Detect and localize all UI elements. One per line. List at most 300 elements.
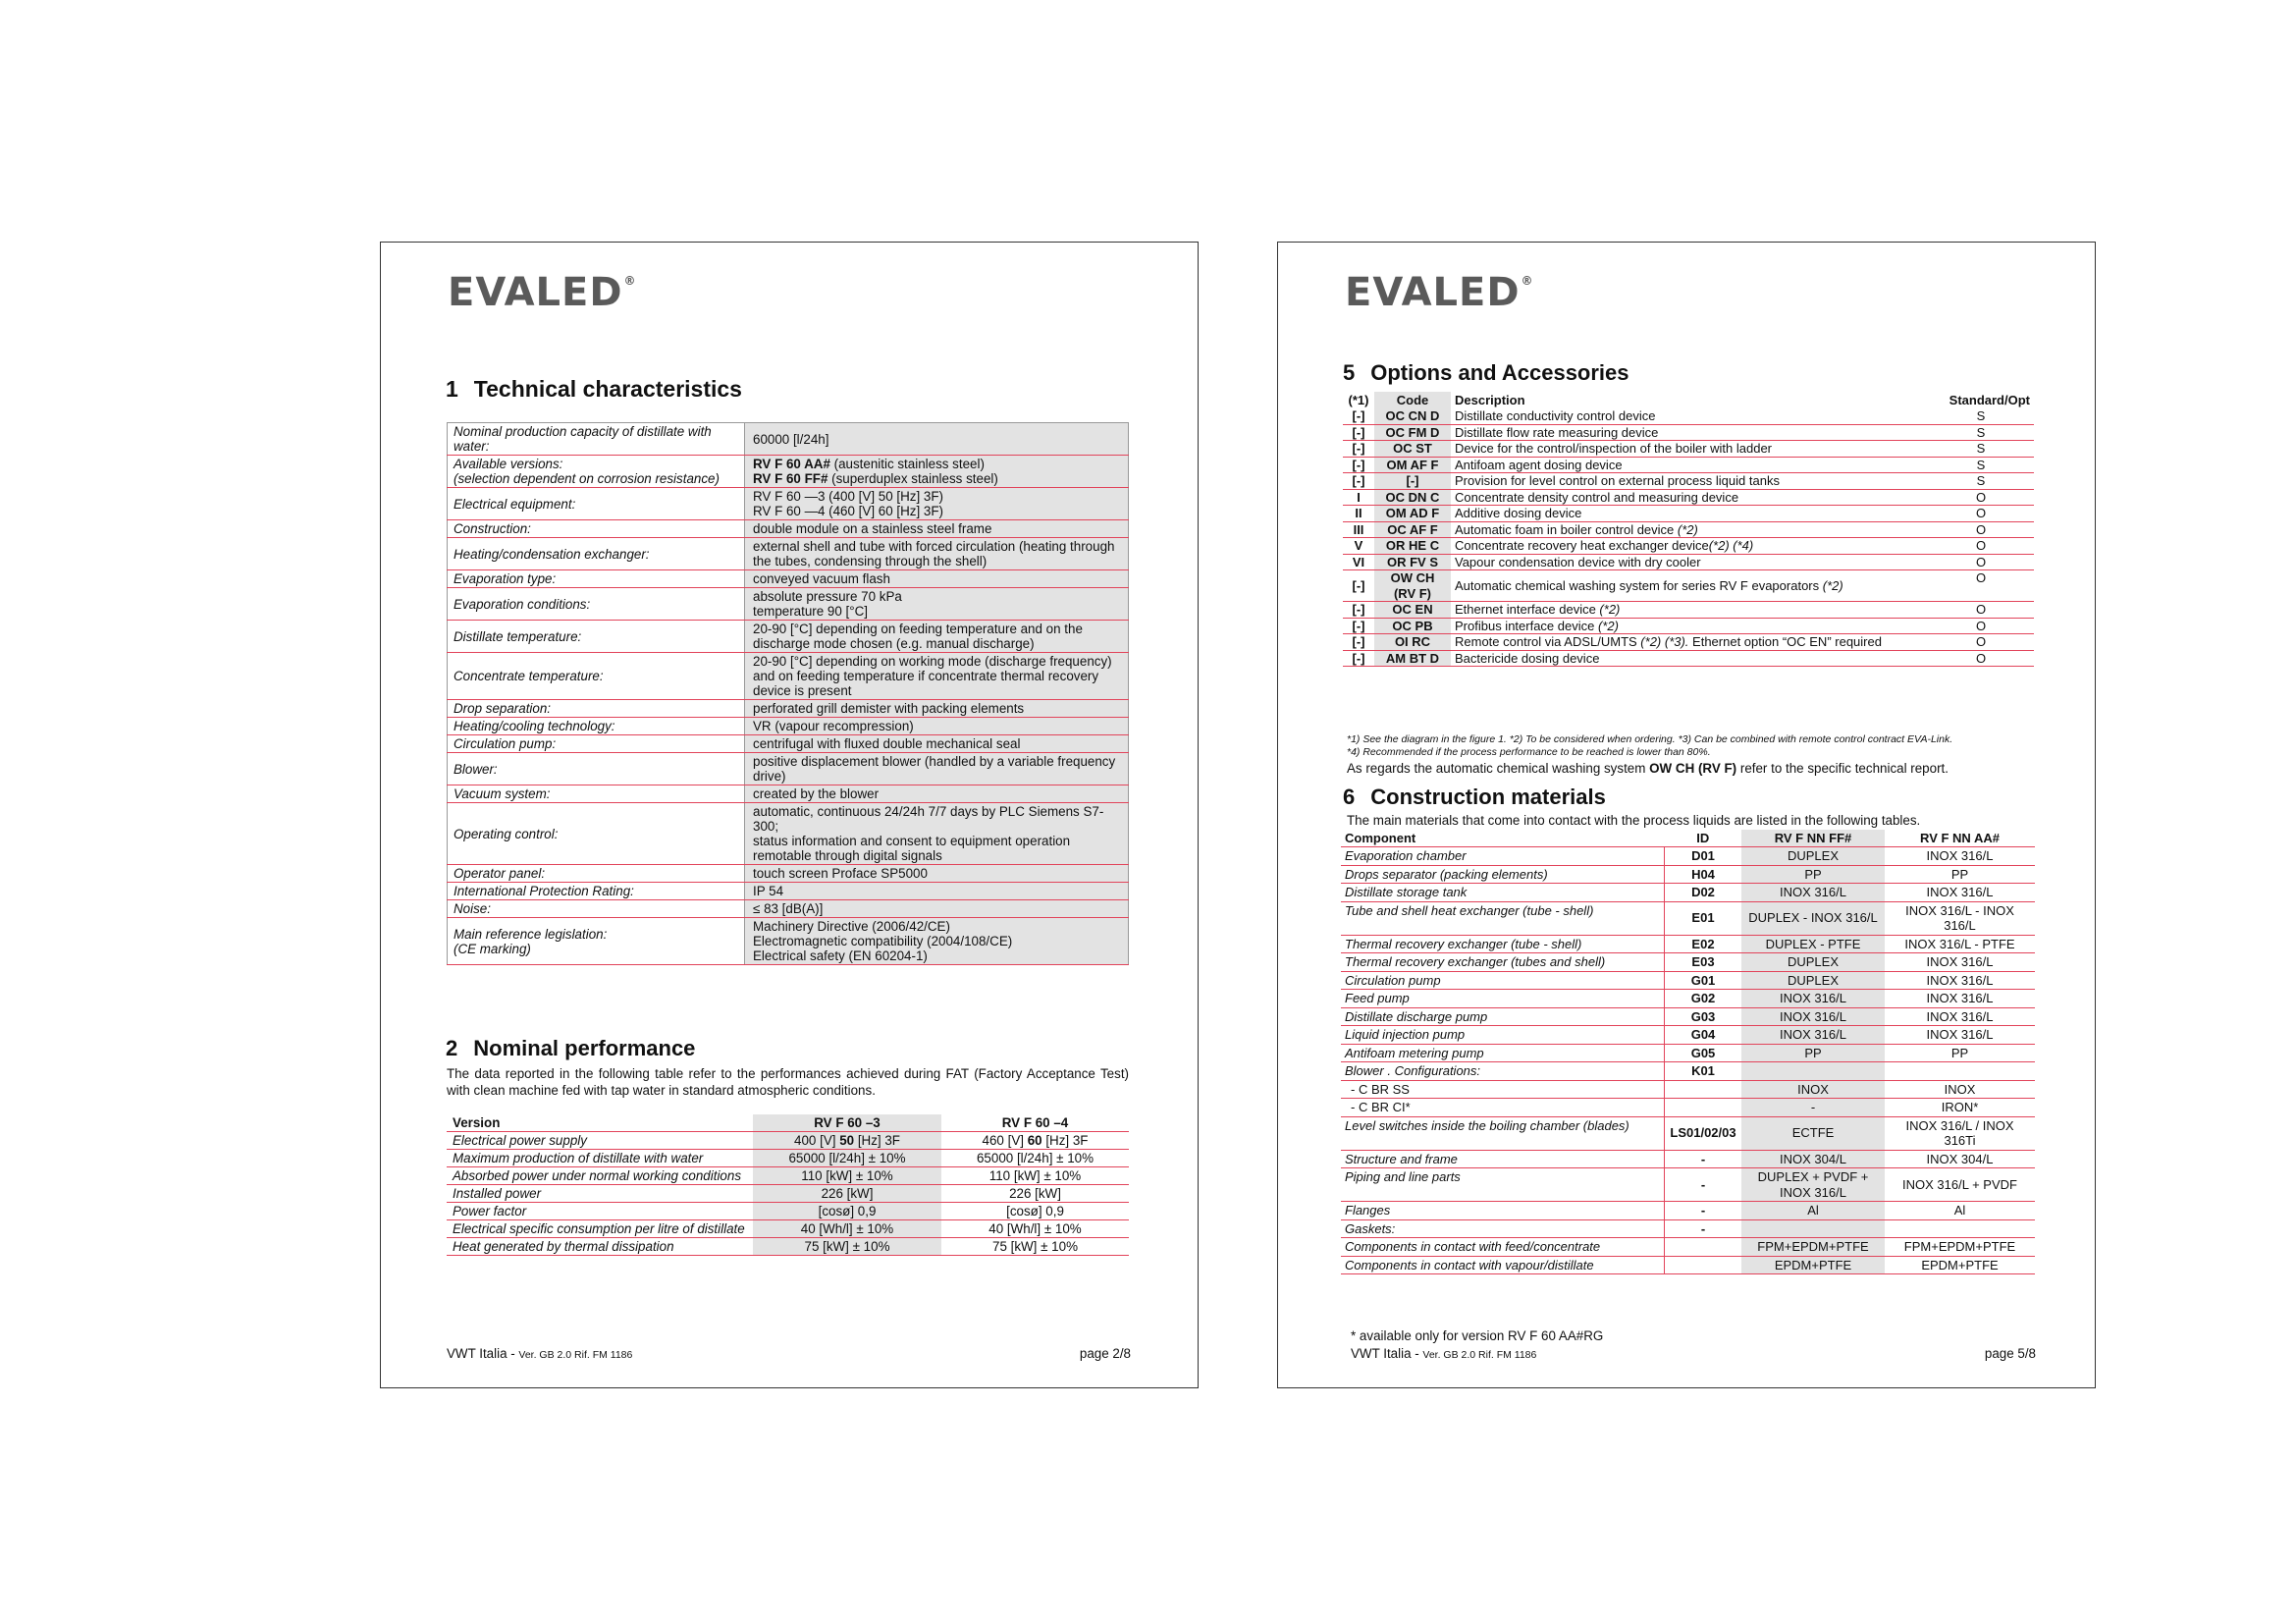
material-ff: DUPLEX + PVDF + INOX 316/L: [1741, 1168, 1885, 1202]
option-standard: S: [1928, 473, 2034, 490]
version-aa-desc: (austenitic stainless steel): [829, 457, 985, 471]
material-aa: FPM+EPDM+PTFE: [1885, 1238, 2035, 1257]
material-aa: INOX 316/L: [1885, 884, 2035, 902]
option-description: [1451, 554, 1928, 570]
option-description: [1451, 489, 1928, 506]
material-row: [1341, 1044, 2035, 1062]
material-row: [1341, 1238, 2035, 1257]
tech-row: [448, 753, 1129, 785]
tech-label: Drop separation:: [448, 700, 745, 718]
perf-row: [447, 1150, 1129, 1167]
material-row: [1341, 1150, 2035, 1168]
evaled-logo: EVALED®: [1345, 270, 1534, 315]
tech-row: [448, 621, 1129, 653]
option-row: [1343, 441, 2034, 458]
material-id: -: [1665, 1168, 1742, 1202]
material-component: Antifoam metering pump: [1341, 1044, 1665, 1062]
material-id: E03: [1665, 953, 1742, 972]
tech-row: [448, 488, 1129, 520]
option-row: [1343, 489, 2034, 506]
material-aa: INOX 316/L: [1885, 953, 2035, 972]
tech-label: Available versions: (selection dependent on corrosion resistance): [448, 456, 745, 488]
tech-label: Evaporation type:: [448, 570, 745, 588]
perf-row: [447, 1132, 1129, 1150]
section-title-options: 5 Options and Accessories: [1343, 360, 1629, 385]
material-aa: INOX 316/L - PTFE: [1885, 935, 2035, 953]
material-component: Components in contact with feed/concentrate: [1341, 1238, 1665, 1257]
tech-value: IP 54: [745, 883, 1129, 900]
tech-value: created by the blower: [745, 785, 1129, 803]
footer-left: VWT Italia - Ver. GB 2.0 Rif. FM 1186: [447, 1346, 633, 1361]
material-aa: INOX 316/L + PVDF: [1885, 1168, 2035, 1202]
perf-value-v3: 65000 [l/24h] ± 10%: [753, 1150, 941, 1167]
tech-value: ≤ 83 [dB(A)]: [745, 900, 1129, 918]
option-description-text: Vapour condensation device with dry cooler: [1455, 554, 1701, 569]
material-aa: INOX 304/L: [1885, 1150, 2035, 1168]
tech-label: Blower:: [448, 753, 745, 785]
perf-label: Installed power: [447, 1185, 753, 1203]
material-ff: INOX 316/L: [1741, 1007, 1885, 1026]
tech-value: automatic, continuous 24/24h 7/7 days by PLC Siemens S7-300; status information and consent to equipment operation remotable through digital signals: [745, 803, 1129, 865]
tech-value: perforated grill demister with packing elements: [745, 700, 1129, 718]
option-description-text: Distillate flow rate measuring device: [1455, 424, 1659, 440]
option-description: [1451, 538, 1928, 555]
perf-value-v3: [753, 1132, 941, 1150]
material-row: [1341, 1062, 2035, 1081]
tech-row: [448, 588, 1129, 621]
option-standard: O: [1928, 506, 2034, 522]
footer-left: VWT Italia - Ver. GB 2.0 Rif. FM 1186: [1351, 1346, 1537, 1361]
tech-value: conveyed vacuum flash: [745, 570, 1129, 588]
tech-row: [448, 520, 1129, 538]
tech-row: [448, 883, 1129, 900]
opt-header-standard: Standard/Opt: [1949, 393, 2030, 407]
perf-header-v4: RV F 60 –4: [941, 1114, 1129, 1132]
tech-row: [448, 700, 1129, 718]
option-row: [1343, 634, 2034, 651]
material-row: [1341, 1007, 2035, 1026]
phase: [Hz] 3F: [1041, 1133, 1089, 1148]
evaled-logo: EVALED®: [448, 270, 637, 315]
option-standard: O: [1928, 634, 2034, 651]
material-ff: -: [1741, 1099, 1885, 1117]
material-ff: INOX 316/L: [1741, 884, 1885, 902]
material-id: G05: [1665, 1044, 1742, 1062]
material-aa: Al: [1885, 1202, 2035, 1220]
option-description: [1451, 650, 1928, 667]
option-standard: S: [1928, 408, 2034, 424]
perf-value-v3: 110 [kW] ± 10%: [753, 1167, 941, 1185]
option-ref: [-]: [1343, 473, 1374, 490]
material-id: -: [1665, 1202, 1742, 1220]
phase: [Hz] 3F: [854, 1133, 900, 1148]
option-code: OC ST: [1374, 441, 1451, 458]
tech-row: [448, 865, 1129, 883]
tech-value: Machinery Directive (2006/42/CE) Electromagnetic compatibility (2004/108/CE) Electrical safety (EN 60204-1): [745, 918, 1129, 965]
performance-intro: The data reported in the following table refer to the performances achieved during FAT (Factory Acceptance Test) with clean machine fed with tap water in standard atmospheric conditions.: [447, 1066, 1129, 1098]
tech-row: [448, 718, 1129, 735]
option-row: [1343, 650, 2034, 667]
option-standard: O: [1928, 554, 2034, 570]
material-id: LS01/02/03: [1665, 1116, 1742, 1150]
perf-value-v3: 226 [kW]: [753, 1185, 941, 1203]
material-component: Liquid injection pump: [1341, 1026, 1665, 1045]
perf-row: [447, 1238, 1129, 1256]
material-aa: INOX 316/L: [1885, 1026, 2035, 1045]
material-aa: INOX: [1885, 1080, 2035, 1099]
option-row: [1343, 408, 2034, 424]
material-ff: [1741, 1219, 1885, 1238]
material-component: Level switches inside the boiling chamber (blades): [1341, 1116, 1665, 1150]
opt-header-description: Description: [1455, 393, 1525, 407]
version-ff: RV F 60 FF#: [753, 471, 828, 486]
material-row: [1341, 953, 2035, 972]
footer-page-number: page 2/8: [1079, 1346, 1131, 1361]
option-row: [1343, 538, 2034, 555]
material-row: [1341, 847, 2035, 866]
material-ff: DUPLEX - INOX 316/L: [1741, 901, 1885, 935]
material-row: [1341, 1219, 2035, 1238]
frequency: 50: [839, 1133, 855, 1148]
material-aa: [1885, 1062, 2035, 1081]
option-description: [1451, 570, 1928, 602]
tech-label: Nominal production capacity of distillate with water:: [448, 423, 745, 456]
option-description-text: Device for the control/inspection of the boiler with ladder: [1455, 441, 1773, 456]
version-ff-desc: (superduplex stainless steel): [828, 471, 998, 486]
material-row: [1341, 1256, 2035, 1274]
tech-value: 60000 [l/24h]: [745, 423, 1129, 456]
tech-value: 20-90 [°C] depending on working mode (discharge frequency) and on feeding temperature if concentrate thermal recovery device is present: [745, 653, 1129, 700]
option-description-text: Distillate conductivity control device: [1455, 408, 1656, 423]
perf-header-v3: RV F 60 –3: [753, 1114, 941, 1132]
perf-value-v4: 75 [kW] ± 10%: [941, 1238, 1129, 1256]
material-id: G01: [1665, 971, 1742, 990]
option-row: [1343, 506, 2034, 522]
option-ref: [-]: [1343, 424, 1374, 441]
option-row: [1343, 602, 2034, 619]
material-component: Piping and line parts: [1341, 1168, 1665, 1202]
material-aa: INOX 316/L: [1885, 1007, 2035, 1026]
option-standard: O: [1928, 570, 2034, 602]
construction-materials-table: [1341, 830, 2035, 1274]
tech-value: external shell and tube with forced circulation (heating through the tubes, condensing through the shell): [745, 538, 1129, 570]
perf-value-v4: 110 [kW] ± 10%: [941, 1167, 1129, 1185]
material-ff: EPDM+PTFE: [1741, 1256, 1885, 1274]
material-id: D02: [1665, 884, 1742, 902]
perf-row: [447, 1220, 1129, 1238]
option-description-text: Profibus interface device: [1455, 618, 1595, 633]
material-component: - C BR CI*: [1341, 1099, 1665, 1117]
option-standard: O: [1928, 521, 2034, 538]
materials-footnote: * available only for version RV F 60 AA#RG: [1351, 1328, 1604, 1343]
perf-row: [447, 1167, 1129, 1185]
option-standard: O: [1928, 650, 2034, 667]
option-row: [1343, 570, 2034, 602]
material-component: Circulation pump: [1341, 971, 1665, 990]
option-description-text: Remote control via ADSL/UMTS: [1455, 634, 1637, 649]
tech-label: Operating control:: [448, 803, 745, 865]
option-code: OM AD F: [1374, 506, 1451, 522]
perf-value-v4: 65000 [l/24h] ± 10%: [941, 1150, 1129, 1167]
mat-header-component: Component: [1341, 830, 1665, 847]
tech-row: [448, 653, 1129, 700]
option-ref: I: [1343, 489, 1374, 506]
options-accessories-table: [1343, 392, 2034, 667]
option-row: [1343, 473, 2034, 490]
option-code: OR HE C: [1374, 538, 1451, 555]
material-component: Distillate discharge pump: [1341, 1007, 1665, 1026]
option-standard: S: [1928, 441, 2034, 458]
version-aa: RV F 60 AA#: [753, 457, 830, 471]
frequency: 60: [1027, 1133, 1042, 1148]
perf-value-v3: 75 [kW] ± 10%: [753, 1238, 941, 1256]
material-row: [1341, 1202, 2035, 1220]
material-row: [1341, 884, 2035, 902]
material-id: D01: [1665, 847, 1742, 866]
option-row: [1343, 618, 2034, 634]
perf-row: [447, 1203, 1129, 1220]
material-row: [1341, 935, 2035, 953]
option-description: [1451, 634, 1928, 651]
section-title-technical-characteristics: 1 Technical characteristics: [446, 376, 742, 402]
material-ff: INOX: [1741, 1080, 1885, 1099]
material-row: [1341, 971, 2035, 990]
tech-row: [448, 918, 1129, 965]
material-aa: INOX 316/L: [1885, 971, 2035, 990]
material-id: [1665, 1080, 1742, 1099]
material-aa: EPDM+PTFE: [1885, 1256, 2035, 1274]
option-code: OR FV S: [1374, 554, 1451, 570]
material-id: G04: [1665, 1026, 1742, 1045]
option-row: [1343, 424, 2034, 441]
option-description-text: Automatic foam in boiler control device: [1455, 521, 1675, 537]
material-row: [1341, 1026, 2035, 1045]
material-row: [1341, 1080, 2035, 1099]
perf-label: Maximum production of distillate with water: [447, 1150, 753, 1167]
option-code: OC PB: [1374, 618, 1451, 634]
option-code: OC EN: [1374, 602, 1451, 619]
tech-label: Evaporation conditions:: [448, 588, 745, 621]
perf-value-v4: [cosø] 0,9: [941, 1203, 1129, 1220]
material-id: [1665, 1238, 1742, 1257]
tech-value: centrifugal with fluxed double mechanical seal: [745, 735, 1129, 753]
tech-row: [448, 538, 1129, 570]
option-description: [1451, 602, 1928, 619]
option-description-text: Concentrate density control and measuring device: [1455, 489, 1739, 505]
tech-value: RV F 60 —3 (400 [V] 50 [Hz] 3F) RV F 60 —4 (460 [V] 60 [Hz] 3F): [745, 488, 1129, 520]
option-ref: [-]: [1343, 457, 1374, 473]
tech-value: touch screen Proface SP5000: [745, 865, 1129, 883]
mat-header-id: ID: [1665, 830, 1742, 847]
material-ff: INOX 316/L: [1741, 990, 1885, 1008]
option-ref: [-]: [1343, 408, 1374, 424]
material-component: Thermal recovery exchanger (tubes and shell): [1341, 953, 1665, 972]
section-title-construction-materials: 6 Construction materials: [1343, 785, 1606, 809]
material-aa: INOX 316/L / INOX 316Ti: [1885, 1116, 2035, 1150]
option-note: (*2): [1595, 602, 1621, 617]
option-code: AM BT D: [1374, 650, 1451, 667]
material-ff: DUPLEX: [1741, 953, 1885, 972]
material-component: Blower . Configurations:: [1341, 1062, 1665, 1081]
material-id: E02: [1665, 935, 1742, 953]
material-component: - C BR SS: [1341, 1080, 1665, 1099]
tech-value: absolute pressure 70 kPa temperature 90 [°C]: [745, 588, 1129, 621]
option-description-text: Automatic chemical washing system for series RV F evaporators: [1455, 577, 1820, 593]
material-aa: INOX 316/L: [1885, 847, 2035, 866]
material-id: G02: [1665, 990, 1742, 1008]
tech-label: Heating/condensation exchanger:: [448, 538, 745, 570]
option-ref: [-]: [1343, 634, 1374, 651]
material-aa: [1885, 1219, 2035, 1238]
option-ref: [-]: [1343, 441, 1374, 458]
perf-label: Electrical power supply: [447, 1132, 753, 1150]
material-component: Structure and frame: [1341, 1150, 1665, 1168]
tech-row: [448, 456, 1129, 488]
material-component: Components in contact with vapour/distillate: [1341, 1256, 1665, 1274]
option-description-extra: Ethernet option “OC EN” required: [1688, 634, 1882, 649]
option-description: [1451, 473, 1928, 490]
option-code: [-]: [1374, 473, 1451, 490]
material-row: [1341, 865, 2035, 884]
mat-header-aa: RV F NN AA#: [1885, 830, 2035, 847]
material-ff: INOX 304/L: [1741, 1150, 1885, 1168]
material-component: Gaskets:: [1341, 1219, 1665, 1238]
material-id: E01: [1665, 901, 1742, 935]
tech-label: Main reference legislation: (CE marking): [448, 918, 745, 965]
perf-value-v3: [cosø] 0,9: [753, 1203, 941, 1220]
option-description: [1451, 424, 1928, 441]
material-row: [1341, 1168, 2035, 1202]
tech-row: [448, 803, 1129, 865]
material-id: G03: [1665, 1007, 1742, 1026]
tech-label: Electrical equipment:: [448, 488, 745, 520]
option-description: [1451, 441, 1928, 458]
material-id: [1665, 1099, 1742, 1117]
material-ff: INOX 316/L: [1741, 1026, 1885, 1045]
materials-intro: The main materials that come into contact with the process liquids are listed in the following tables.: [1347, 813, 1921, 828]
material-component: Distillate storage tank: [1341, 884, 1665, 902]
tech-label: Operator panel:: [448, 865, 745, 883]
tech-row: [448, 735, 1129, 753]
footer-page-number: page 5/8: [1984, 1346, 2036, 1361]
option-standard: S: [1928, 424, 2034, 441]
tech-label: Vacuum system:: [448, 785, 745, 803]
perf-label: Electrical specific consumption per litre of distillate: [447, 1220, 753, 1238]
option-note: (*2): [1819, 577, 1843, 593]
material-aa: IRON*: [1885, 1099, 2035, 1117]
voltage: 460 [V]: [982, 1133, 1028, 1148]
tech-label: Concentrate temperature:: [448, 653, 745, 700]
option-ref: V: [1343, 538, 1374, 555]
option-code: OI RC: [1374, 634, 1451, 651]
material-component: Thermal recovery exchanger (tube - shell): [1341, 935, 1665, 953]
tech-row: [448, 900, 1129, 918]
material-row: [1341, 990, 2035, 1008]
option-code: OM AF F: [1374, 457, 1451, 473]
perf-row: [447, 1185, 1129, 1203]
option-code: OC DN C: [1374, 489, 1451, 506]
material-id: -: [1665, 1219, 1742, 1238]
perf-label: Absorbed power under normal working conditions: [447, 1167, 753, 1185]
tech-value: positive displacement blower (handled by a variable frequency drive): [745, 753, 1129, 785]
chemical-washing-note: As regards the automatic chemical washing system OW CH (RV F) refer to the specific technical report.: [1347, 761, 1949, 776]
option-description-text: Bactericide dosing device: [1455, 650, 1600, 666]
option-description-text: Additive dosing device: [1455, 506, 1582, 520]
option-code: OW CH (RV F): [1374, 570, 1451, 602]
document-page-2: [380, 242, 1199, 1388]
document-page-5: [1277, 242, 2096, 1388]
option-description: [1451, 521, 1928, 538]
option-description-text: Ethernet interface device: [1455, 602, 1596, 617]
material-ff: ECTFE: [1741, 1116, 1885, 1150]
option-code: OC AF F: [1374, 521, 1451, 538]
option-note: (*2) (*4): [1708, 538, 1754, 553]
option-code: OC FM D: [1374, 424, 1451, 441]
material-ff: DUPLEX: [1741, 971, 1885, 990]
option-ref: [-]: [1343, 602, 1374, 619]
technical-characteristics-table: [447, 422, 1129, 965]
material-component: Tube and shell heat exchanger (tube - shell): [1341, 901, 1665, 935]
option-note: (*2) (*3).: [1636, 634, 1689, 649]
tech-label: Noise:: [448, 900, 745, 918]
material-aa: PP: [1885, 865, 2035, 884]
option-note: (*2): [1674, 521, 1698, 537]
option-ref: II: [1343, 506, 1374, 522]
nominal-performance-table: [447, 1114, 1129, 1256]
tech-label: Heating/cooling technology:: [448, 718, 745, 735]
material-ff: Al: [1741, 1202, 1885, 1220]
perf-value-v4: 40 [Wh/l] ± 10%: [941, 1220, 1129, 1238]
perf-value-v4: 226 [kW]: [941, 1185, 1129, 1203]
tech-row: [448, 423, 1129, 456]
material-id: [1665, 1256, 1742, 1274]
section-title-nominal-performance: 2 Nominal performance: [446, 1036, 696, 1060]
option-row: [1343, 457, 2034, 473]
option-standard: S: [1928, 457, 2034, 473]
option-description: [1451, 506, 1928, 522]
tech-value: VR (vapour recompression): [745, 718, 1129, 735]
material-id: H04: [1665, 865, 1742, 884]
material-ff: FPM+EPDM+PTFE: [1741, 1238, 1885, 1257]
material-row: [1341, 901, 2035, 935]
option-description: [1451, 618, 1928, 634]
material-component: Drops separator (packing elements): [1341, 865, 1665, 884]
material-ff: PP: [1741, 1044, 1885, 1062]
option-row: [1343, 554, 2034, 570]
tech-row: [448, 570, 1129, 588]
perf-value-v3: 40 [Wh/l] ± 10%: [753, 1220, 941, 1238]
option-ref: [-]: [1343, 570, 1374, 602]
option-note: (*2): [1594, 618, 1619, 633]
material-ff: DUPLEX - PTFE: [1741, 935, 1885, 953]
option-description-text: Antifoam agent dosing device: [1455, 457, 1623, 472]
tech-row: [448, 785, 1129, 803]
material-ff: DUPLEX: [1741, 847, 1885, 866]
option-standard: O: [1928, 602, 2034, 619]
option-standard: O: [1928, 489, 2034, 506]
material-ff: PP: [1741, 865, 1885, 884]
perf-label: Power factor: [447, 1203, 753, 1220]
option-description-text: Concentrate recovery heat exchanger device: [1455, 538, 1709, 553]
tech-value: 20-90 [°C] depending on feeding temperature and on the discharge mode chosen (e.g. manual discharge): [745, 621, 1129, 653]
material-aa: INOX 316/L - INOX 316/L: [1885, 901, 2035, 935]
material-aa: INOX 316/L: [1885, 990, 2035, 1008]
tech-label: Circulation pump:: [448, 735, 745, 753]
option-code: OC CN D: [1374, 408, 1451, 424]
option-ref: III: [1343, 521, 1374, 538]
material-component: Evaporation chamber: [1341, 847, 1665, 866]
mat-header-ff: RV F NN FF#: [1741, 830, 1885, 847]
